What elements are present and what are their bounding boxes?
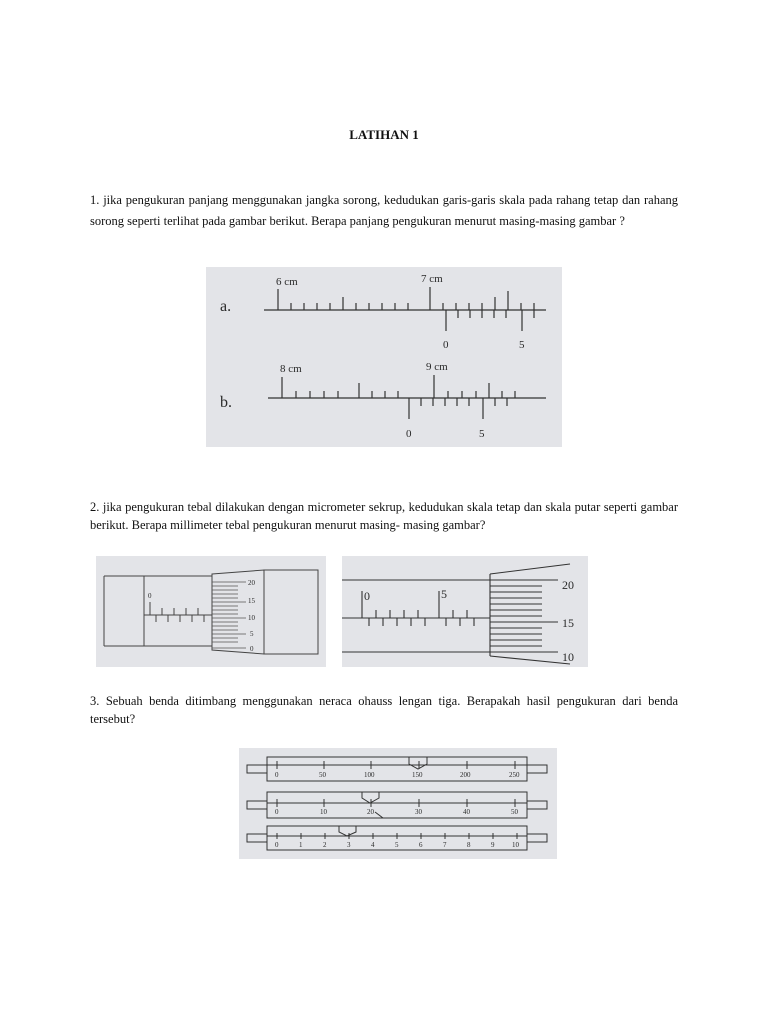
question-number: 1.: [90, 193, 100, 207]
micrometer-left-thimble-label-20: 20: [248, 579, 255, 587]
caliper-b-vernier-five: 5: [479, 428, 485, 440]
beam3-label-8: 8: [467, 841, 471, 849]
micrometer-left-thimble-label-10: 10: [248, 614, 255, 622]
micrometer-right-figure: [342, 556, 588, 667]
micrometer-left-thimble-label-5: 5: [250, 630, 254, 638]
beam2-label-0: 0: [275, 808, 279, 816]
micrometer-left-ratchet: [264, 570, 318, 654]
balance-beam-2: [267, 792, 527, 818]
micrometer-left-figure: [96, 556, 326, 667]
beam1-label-50: 50: [319, 771, 326, 779]
micrometer-left-thimble-label-0: 0: [250, 645, 254, 653]
micrometer-left-sleeve-label-0: 0: [148, 592, 152, 600]
caliper-b-main-right: 9 cm: [426, 361, 448, 373]
beam3-label-6: 6: [419, 841, 423, 849]
beam2-label-40: 40: [463, 808, 470, 816]
question-number: 3.: [90, 694, 100, 708]
beam1-label-0: 0: [275, 771, 279, 779]
beam3-label-4: 4: [371, 841, 375, 849]
caliper-a-main-left: 6 cm: [276, 276, 298, 288]
beam3-label-0: 0: [275, 841, 279, 849]
caliper-figure: [206, 267, 562, 447]
caliper-b-main-left: 8 cm: [280, 363, 302, 375]
beam3-label-10: 10: [512, 841, 519, 849]
balance-beam-1: [267, 757, 527, 781]
beam2-label-50: 50: [511, 808, 518, 816]
beam3-label-5: 5: [395, 841, 399, 849]
page-title: LATIHAN 1: [349, 127, 419, 142]
micrometer-right-sleeve-label-5: 5: [441, 587, 447, 601]
micrometer-right-thimble-label-20: 20: [562, 578, 574, 592]
micrometer-left-sleeve: [144, 576, 212, 646]
beam2-label-30: 30: [415, 808, 422, 816]
beam3-label-2: 2: [323, 841, 327, 849]
micrometer-right-thimble-label-15: 15: [562, 616, 574, 630]
beam3-label-3: 3: [347, 841, 351, 849]
caliper-a-vernier-zero: 0: [443, 339, 449, 351]
beam3-label-1: 1: [299, 841, 303, 849]
beam2-label-20: 20: [367, 808, 374, 816]
micrometer-left-thimble-label-15: 15: [248, 597, 255, 605]
question-number: 2.: [90, 500, 100, 514]
question-text: jika pengukuran panjang menggunakan jangka sorong, kedudukan garis-garis skala pada rahang tetap dan rahang sorong seperti terlihat pada gambar berikut. Berapa panjang pengukuran menurut masing-masing gambar ?: [90, 193, 679, 228]
balance-rider-3: [339, 826, 356, 836]
micrometer-left-thimble: [212, 570, 264, 654]
balance-rider-1: [409, 757, 427, 769]
beam1-label-150: 150: [412, 771, 423, 779]
question-3: [90, 692, 678, 728]
caliper-a-main-right: 7 cm: [421, 273, 443, 285]
beam2-label-10: 10: [320, 808, 327, 816]
question-text: jika pengukuran tebal dilakukan dengan micrometer sekrup, kedudukan skala tetap dan skala putar seperti gambar berikut. Berapa millimeter tebal pengukuran menurut masing- masing gambar?: [90, 500, 678, 532]
beam1-label-100: 100: [364, 771, 375, 779]
micrometer-right-thimble-label-10: 10: [562, 650, 574, 664]
caliper-b-label: b.: [220, 394, 232, 411]
caliper-b-vernier-zero: 0: [406, 428, 412, 440]
balance-figure: [239, 748, 557, 859]
question-text: Sebuah benda ditimbang menggunakan neraca ohauss lengan tiga. Berapakah hasil pengukuran dari benda tersebut?: [90, 694, 678, 726]
beam3-label-9: 9: [491, 841, 495, 849]
beam1-label-200: 200: [460, 771, 471, 779]
beam3-label-7: 7: [443, 841, 447, 849]
question-1: [90, 190, 678, 232]
micrometer-right-sleeve-label-0: 0: [364, 589, 370, 603]
caliper-a-vernier-five: 5: [519, 339, 525, 351]
question-2: [90, 498, 678, 534]
beam1-label-250: 250: [509, 771, 520, 779]
caliper-a-label: a.: [220, 298, 232, 315]
